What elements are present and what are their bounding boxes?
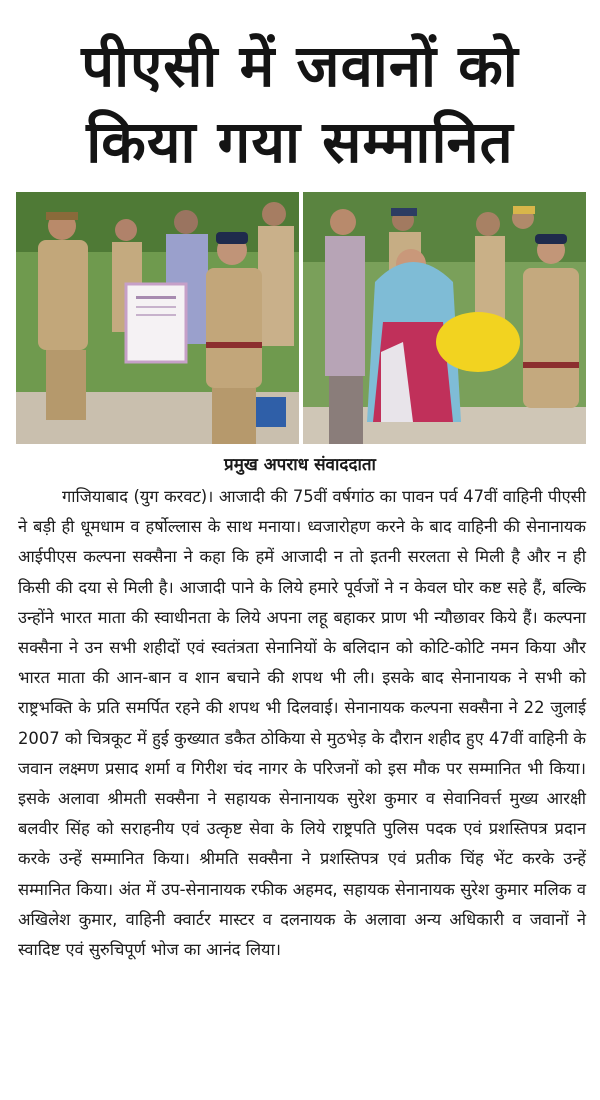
headline-line-2: किया गया सम्मानित	[86, 108, 514, 176]
article-body: गाजियाबाद (युग करवट)। आजादी की 75वीं वर्षगांठ का पावन पर्व 47वीं वाहिनी पीएसी ने बड़ी ही धूमधाम व हर्षोल्लास के साथ मनाया। ध्वजारोहण करने के बाद वाहिनी की सेनानायक आईपीएस कल्पना सक्सैना ने कहा कि हमें आजादी न तो इतनी सरलता से मिली है और न ही किसी की दया से मिली है। आजादी पाने के लिये हमारे पूर्वजों ने न केवल घोर कष्ट सहे हैं, बल्कि उन्होंने भारत माता की स्वाधीनता के लिये अपना लहू बहाकर प्राण भी न्यौछावर किये हैं। कल्पना सक्सैना ने उन सभी शहीदों एवं स्वतंत्रता सेनानियों के बलिदान को कोटि-कोटि नमन किया और भारत माता की आन-बान व शान बचाने की शपथ भी ली। इसके बाद सेनानायक ने सभी को राष्ट्रभक्ति के प्रति समर्पित रहने की शपथ भी दिलवाई। सेनानायक कल्पना सक्सैना ने 22 जुलाई 2007 को चित्रकूट में हुई कुख्यात डकैत ठोकिया से मुठभेड़ के दौरान शहीद हुए 47वीं वाहिनी के जवान लक्ष्मण प्रसाद शर्मा व गिरीश चंद नागर के परिजनों को इस मौक पर सम्मानित भी किया। इसके अलावा श्रीमती सक्सैना ने सहायक सेनानायक सुरेश कुमार व सेवानिवर्त्त मुख्य आरक्षी बलवीर सिंह को सराहनीय एवं उत्कृष्ट सेवा के लिये राष्ट्रपति पुलिस पदक एवं प्रशस्तिपत्र प्रदान करके उन्हें सम्मानित किया। श्रीमति सक्सैना ने प्रशस्तिपत्र एवं प्रतीक चिंह भेंट करके उन्हें सम्मानित किया। अंत में उप-सेनानायक रफीक अहमद, सहायक सेनानायक सुरेश कुमार मलिक व अखिलेश कुमार, वाहिनी क्वार्टर मास्टर व दलनायक के अलावा अन्य अधिकारी व जवानों ने स्वादिष्ट एवं सुरुचिपूर्ण भोज का आनंद लिया।	[18, 487, 586, 960]
award-ceremony-illustration	[16, 192, 299, 444]
award-ceremony-photo	[16, 192, 299, 444]
byline: प्रमुख अपराध संवाददाता	[224, 455, 376, 475]
headline	[0, 0, 600, 180]
headline-line-1: पीएसी में जवानों को	[81, 32, 519, 100]
photo-strip	[16, 192, 586, 444]
family-honour-photo	[303, 192, 586, 444]
family-honour-illustration	[303, 192, 586, 444]
